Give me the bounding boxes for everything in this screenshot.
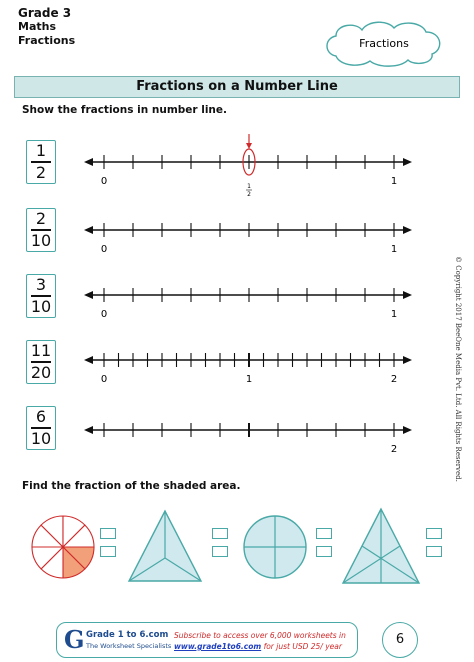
number-line-label: 1: [390, 244, 398, 255]
brand-tagline: The Worksheet Specialists: [86, 642, 172, 650]
denominator: 2: [35, 162, 47, 182]
subscribe-text: Subscribe to access over 6,000 worksheets in: [174, 631, 346, 640]
copyright-text: © Copyright 2017 BeeOne Media Pvt. Ltd. All Rights Reserved.: [454, 256, 462, 482]
answer-denominator-box[interactable]: [212, 546, 228, 557]
answer-numerator-box[interactable]: [316, 528, 332, 539]
answer-numerator-box[interactable]: [100, 528, 116, 539]
answer-numerator: 1: [247, 183, 251, 190]
number-line-label: 2: [390, 444, 398, 455]
cloud-label: Fractions: [359, 37, 409, 50]
worksheet-title: Fractions on a Number Line: [14, 76, 460, 98]
answer-denominator: 2: [247, 191, 251, 198]
page-number: 6: [382, 622, 418, 658]
number-line-label: 1: [390, 176, 398, 187]
number-line-label: 2: [390, 374, 398, 385]
arrow-right-icon: [403, 356, 412, 364]
arrow-left-icon: [84, 356, 93, 364]
arrow-right-icon: [403, 226, 412, 234]
number-line-label: 0: [100, 176, 108, 187]
triangle-thirds-shape: [126, 508, 204, 584]
number-line-label: 0: [100, 309, 108, 320]
instruction-number-line: Show the fractions in number line.: [22, 104, 228, 116]
copyright-notice: [452, 256, 464, 496]
circle-eighths-shape: [30, 514, 96, 580]
subscribe-text-line2: [174, 642, 342, 651]
website-link[interactable]: www.grade1to6.com: [174, 642, 262, 651]
answer-denominator-box[interactable]: [100, 546, 116, 557]
arrow-right-icon: [403, 426, 412, 434]
numerator: 11: [30, 341, 52, 360]
answer-arrow-head-icon: [246, 143, 252, 149]
numerator: 1: [35, 141, 47, 160]
brand-logo-icon: G: [64, 625, 85, 654]
denominator: 10: [30, 296, 52, 316]
answer-denominator-box[interactable]: [316, 546, 332, 557]
answer-numerator-box[interactable]: [212, 528, 228, 539]
topic-label: Fractions: [18, 34, 76, 47]
denominator: 10: [30, 230, 52, 250]
instruction-shaded-area: Find the fraction of the shaded area.: [22, 480, 241, 492]
numerator: 6: [35, 407, 47, 426]
answer-numerator-box[interactable]: [426, 528, 442, 539]
arrow-right-icon: [403, 291, 412, 299]
arrow-left-icon: [84, 426, 93, 434]
subject-label: Maths: [18, 20, 57, 33]
denominator: 10: [30, 428, 52, 448]
denominator: 20: [30, 362, 52, 382]
number-line-label: 1: [390, 309, 398, 320]
grade-label: Grade 3: [18, 6, 72, 20]
numerator: 3: [35, 275, 47, 294]
circle-eighths: [32, 516, 94, 578]
triangle-sixths-shape: [340, 506, 422, 586]
number-line-label: 0: [100, 374, 108, 385]
brand-name: Grade 1 to 6.com: [86, 630, 169, 640]
answer-denominator-box[interactable]: [426, 546, 442, 557]
circle-quarters-shape: [242, 514, 308, 580]
arrow-left-icon: [84, 226, 93, 234]
number-line-label: 0: [100, 244, 108, 255]
subscribe-price: for just USD 25/ year: [261, 642, 342, 651]
footer-banner: [56, 622, 358, 658]
arrow-left-icon: [84, 158, 93, 166]
number-line-label: 1: [245, 374, 253, 385]
arrow-right-icon: [403, 158, 412, 166]
arrow-left-icon: [84, 291, 93, 299]
numerator: 2: [35, 209, 47, 228]
